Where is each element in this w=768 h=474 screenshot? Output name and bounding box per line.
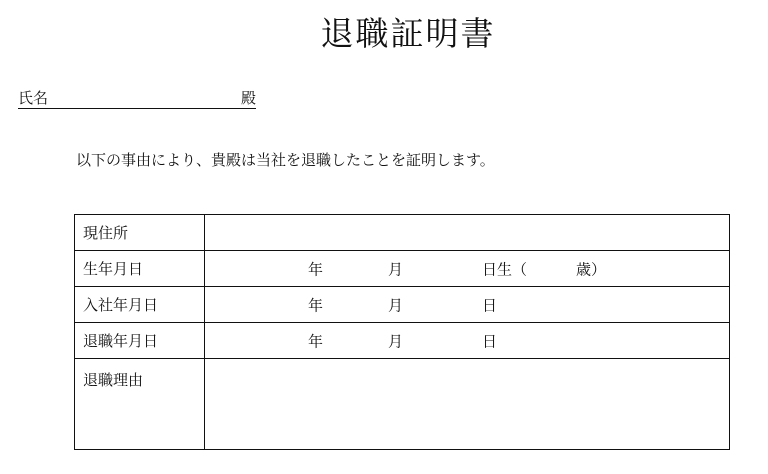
birth-date-value-field[interactable]: [205, 251, 730, 287]
table-row-address: [75, 215, 730, 251]
reason-label: 退職理由: [75, 359, 205, 450]
hire-month-unit: 月: [388, 296, 404, 314]
retirement-day-unit: 日: [482, 332, 498, 350]
address-value-field[interactable]: [205, 215, 730, 251]
birth-month-unit: 月: [388, 260, 404, 278]
hire-year-unit: 年: [308, 296, 324, 314]
certification-statement: 以下の事由により、貴殿は当社を退職したことを証明します。: [76, 151, 495, 169]
hire-day-unit: 日: [482, 296, 498, 314]
retirement-year-unit: 年: [308, 332, 324, 350]
hire-date-value-field[interactable]: [205, 287, 730, 323]
hire-date-label: 入社年月日: [75, 287, 205, 323]
age-unit: 歳）: [576, 260, 607, 278]
document-title: 退職証明書: [320, 14, 496, 53]
honorific-label: 殿: [240, 89, 256, 107]
table-row-reason: [75, 359, 730, 450]
birth-date-label: 生年月日: [75, 251, 205, 287]
retirement-date-label: 退職年月日: [75, 323, 205, 359]
birth-day-unit: 日生（: [482, 260, 528, 278]
retirement-month-unit: 月: [388, 332, 404, 350]
table-row-retirement-date: [75, 323, 730, 359]
table-row-hire-date: [75, 287, 730, 323]
name-field[interactable]: [18, 88, 256, 109]
address-label: 現住所: [75, 215, 205, 251]
retirement-date-value-field[interactable]: [205, 323, 730, 359]
name-label: 氏名: [18, 89, 49, 107]
table-row-birth-date: [75, 251, 730, 287]
reason-value-field[interactable]: [205, 359, 730, 450]
certificate-table: [74, 214, 730, 450]
birth-year-unit: 年: [308, 260, 324, 278]
